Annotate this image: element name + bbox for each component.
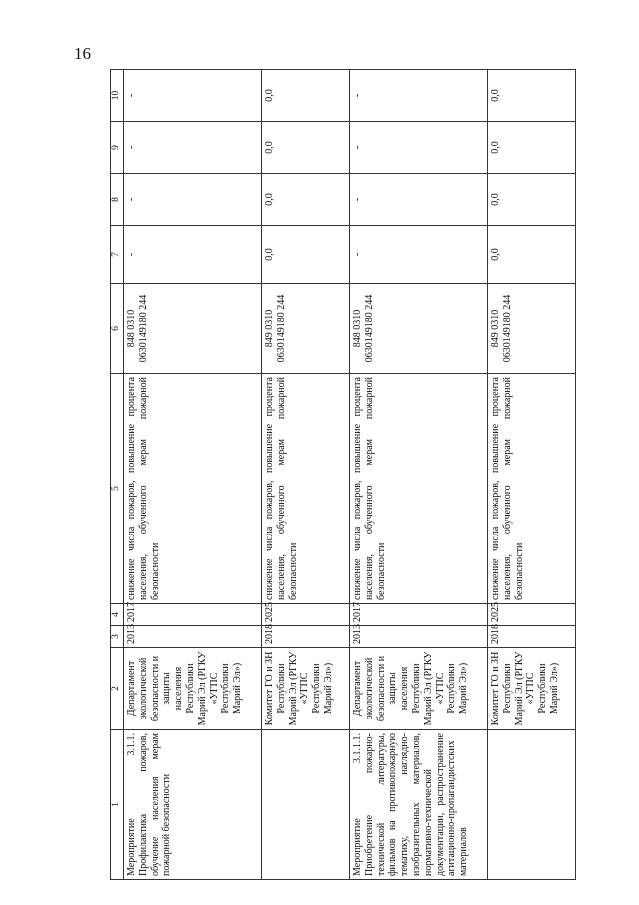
executor-cell: Комитет ГО и ЗН Республики Марий Эл (РГКУ «УГПС Республики Марий Эл»): [488, 648, 576, 730]
start-year-cell: 2018: [488, 626, 576, 648]
value-cell-10: 0,0: [488, 70, 576, 122]
measure-cell: Мероприятие 3.1.1.1. Приобретение пожарно-технической литературы, фильмов на противопожарную тематику, наглядно-изобразительных материалов, нормативно-технической документации, распространение агитационно-пропагандистских материалов: [350, 730, 488, 880]
result-cell: снижение числа пожаров, повышение процента населения, обученного мерам пожарной безопасности: [350, 374, 488, 604]
table-row: [124, 70, 262, 880]
result-cell: снижение числа пожаров, повышение процента населения, обученного мерам пожарной безопасности: [262, 374, 350, 604]
value-cell-10: -: [350, 70, 488, 122]
value-cell-7: 0,0: [262, 226, 350, 284]
col-header-8: 8: [111, 174, 124, 226]
col-header-7: 7: [111, 226, 124, 284]
col-header-9: 9: [111, 122, 124, 174]
value-cell-8: -: [124, 174, 262, 226]
budget-code-cell: 849 0310 0630149180 244: [488, 284, 576, 374]
value-cell-8: 0,0: [488, 174, 576, 226]
rotated-table-sheet: [110, 70, 560, 880]
col-header-4: 4: [111, 604, 124, 626]
value-cell-9: -: [124, 122, 262, 174]
col-header-6: 6: [111, 284, 124, 374]
start-year-cell: 2013: [350, 626, 488, 648]
executor-cell: Департамент экологической безопасности и защиты населения Республики Марий Эл (РГКУ «УГПС Республики Марий Эл»): [124, 648, 262, 730]
measure-cell: Мероприятие 3.1.1. Профилактика пожаров, обучение населения мерам пожарной безопасности: [124, 730, 262, 880]
end-year-cell: 2017: [124, 604, 262, 626]
budget-code-cell: 849 0310 0630149180 244: [262, 284, 350, 374]
col-header-3: 3: [111, 626, 124, 648]
end-year-cell: 2025: [262, 604, 350, 626]
measure-cell: [488, 730, 576, 880]
value-cell-10: -: [124, 70, 262, 122]
start-year-cell: 2018: [262, 626, 350, 648]
value-cell-7: -: [124, 226, 262, 284]
table-row: [262, 70, 350, 880]
result-cell: снижение числа пожаров, повышение процента населения, обученного мерам пожарной безопасности: [124, 374, 262, 604]
value-cell-7: -: [350, 226, 488, 284]
table-row: [350, 70, 488, 880]
col-header-1: 1: [111, 730, 124, 880]
end-year-cell: 2017: [350, 604, 488, 626]
table-row: [488, 70, 576, 880]
value-cell-10: 0,0: [262, 70, 350, 122]
value-cell-9: 0,0: [488, 122, 576, 174]
col-header-2: 2: [111, 648, 124, 730]
executor-cell: Комитет ГО и ЗН Республики Марий Эл (РГКУ «УГПС Республики Марий Эл»): [262, 648, 350, 730]
col-header-5: 5: [111, 374, 124, 604]
value-cell-7: 0,0: [488, 226, 576, 284]
page-number: 16: [74, 44, 91, 63]
start-year-cell: 2013: [124, 626, 262, 648]
program-table: [110, 69, 576, 880]
value-cell-9: -: [350, 122, 488, 174]
result-cell: снижение числа пожаров, повышение процента населения, обученного мерам пожарной безопасности: [488, 374, 576, 604]
header-row: [111, 70, 124, 880]
budget-code-cell: 848 0310 0630149180 244: [124, 284, 262, 374]
end-year-cell: 2025: [488, 604, 576, 626]
executor-cell: Департамент экологической безопасности и защиты населения Республики Марий Эл (РГКУ «УГПС Республики Марий Эл»): [350, 648, 488, 730]
measure-cell: [262, 730, 350, 880]
value-cell-9: 0,0: [262, 122, 350, 174]
value-cell-8: 0,0: [262, 174, 350, 226]
value-cell-8: -: [350, 174, 488, 226]
budget-code-cell: 848 0310 0630149180 244: [350, 284, 488, 374]
col-header-10: 10: [111, 70, 124, 122]
